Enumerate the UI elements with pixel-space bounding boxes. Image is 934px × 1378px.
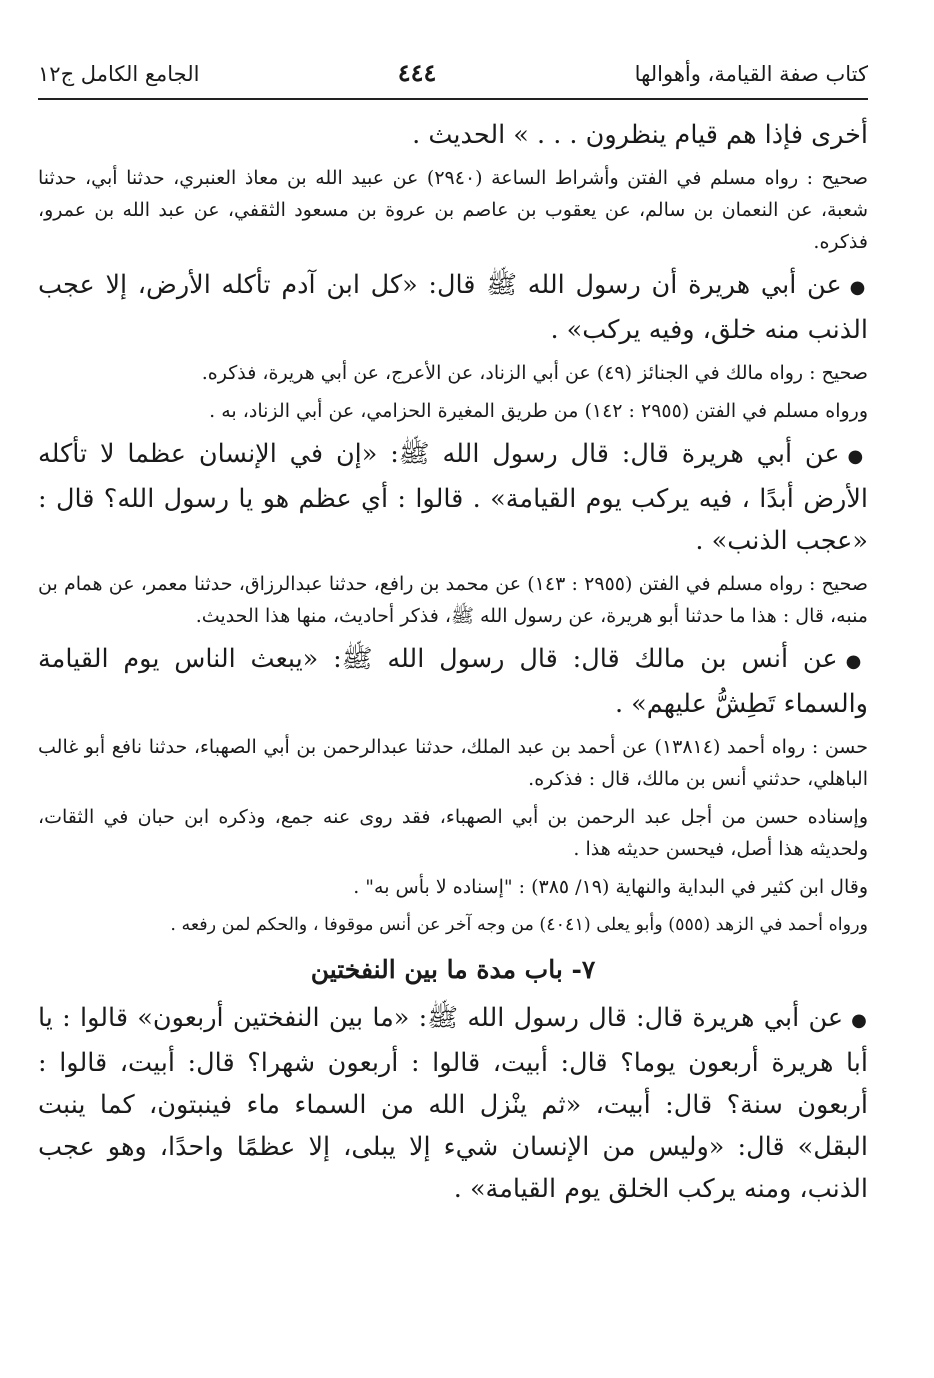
- page-header: [38, 58, 868, 100]
- chapter-heading: ٧- باب مدة ما بين النفختين: [310, 955, 596, 984]
- hadith-paragraph: [38, 433, 868, 562]
- hadith-continuation: أخرى فإذا هم قيام ينظرون . . . » الحديث .: [412, 120, 868, 150]
- chapter-running-title: كتاب صفة القيامة، وأهوالها: [634, 62, 868, 86]
- hadith-text: عن أبي هريرة أن رسول الله ﷺ قال: «كل ابن آدم تأكله الأرض، إلا عجب الذنب منه خلق، وفيه يركب» .: [38, 270, 868, 345]
- bullet-icon: ●: [851, 1010, 868, 1031]
- hadith-paragraph: [38, 638, 868, 725]
- bullet-icon: ●: [845, 651, 868, 672]
- book-running-title: الجامع الكامل ج١٢: [38, 62, 200, 86]
- bullet-icon: ●: [847, 446, 868, 467]
- bullet-icon: ●: [849, 277, 868, 298]
- takhrij-note: صحيح : رواه مالك في الجنائز (٤٩) عن أبي الزناد، عن الأعرج، عن أبي هريرة، فذكره.: [201, 362, 868, 384]
- hadith-paragraph: [38, 264, 868, 351]
- takhrij-note: صحيح : رواه مسلم في الفتن وأشراط الساعة (٢٩٤٠) عن عبيد الله بن معاذ العنبري، حدثنا أبي، حدثنا شعبة، عن النعمان بن سالم، عن يعقوب بن عاصم بن عروة بن مسعود الثقفي، عن عبد الله بن عمرو، فذكره.: [38, 167, 868, 253]
- takhrij-note: وإسناده حسن من أجل عبد الرحمن بن أبي الصهباء، فقد روى عنه جمع، وذكره ابن حبان في الثقات، ولحديثه هذا أصل، فيحسن حديثه هذا .: [38, 806, 868, 860]
- hadith-text: عن أنس بن مالك قال: قال رسول الله ﷺ: «يبعث الناس يوم القيامة والسماء تَطِشُّ عليهم» .: [38, 644, 868, 719]
- page-body: [38, 114, 868, 1210]
- takhrij-note: حسن : رواه أحمد (١٣٨١٤) عن أحمد بن عبد الملك، حدثنا عبدالرحمن بن أبي الصهباء، حدثنا نافع أبو غالب الباهلي، حدثني أنس بن مالك، قال : فذكره.: [38, 736, 869, 790]
- page-number: ٤٤٤: [397, 58, 437, 87]
- hadith-paragraph: [38, 997, 868, 1210]
- takhrij-note: ورواه أحمد في الزهد (٥٥٥) وأبو يعلى (٤٠٤١) من وجه آخر عن أنس موقوفا ، والحكم لمن رفعه .: [170, 915, 868, 935]
- hadith-text: عن أبي هريرة قال: قال رسول الله ﷺ: «ما بين النفختين أربعون» قالوا : يا أبا هريرة أربعون يوما؟ قال: أبيت، قالوا : أربعون شهرا؟ قال: أبيت، قالوا : أربعون سنة؟ قال: أبيت، «ثم ينْزل الله من السماء ماء فينبتون، كما ينبت البقل» قال: «وليس من الإنسان شيء إلا يبلى، إلا عظمًا واحدًا، وهو عجب الذنب، ومنه يركب الخلق يوم القيامة» .: [38, 1003, 868, 1204]
- hadith-text: عن أبي هريرة قال: قال رسول الله ﷺ: «إن في الإنسان عظما لا تأكله الأرض أبدًا ، فيه يركب يوم القيامة» . قالوا : أي عظم هو يا رسول الله؟ قال : «عجب الذنب» .: [38, 439, 868, 556]
- takhrij-note: ورواه مسلم في الفتن (٢٩٥٥ : ١٤٢) من طريق المغيرة الحزامي، عن أبي الزناد، به .: [209, 400, 868, 422]
- takhrij-note: وقال ابن كثير في البداية والنهاية (١٩/ ٣٨٥) : "إسناده لا بأس به" .: [353, 876, 868, 898]
- takhrij-note: صحيح : رواه مسلم في الفتن (٢٩٥٥ : ١٤٣) عن محمد بن رافع، حدثنا عبدالرزاق، حدثنا معمر، عن همام بن منبه، قال : هذا ما حدثنا أبو هريرة، عن رسول الله ﷺ، فذكر أحاديث، منها هذا الحديث.: [38, 573, 868, 627]
